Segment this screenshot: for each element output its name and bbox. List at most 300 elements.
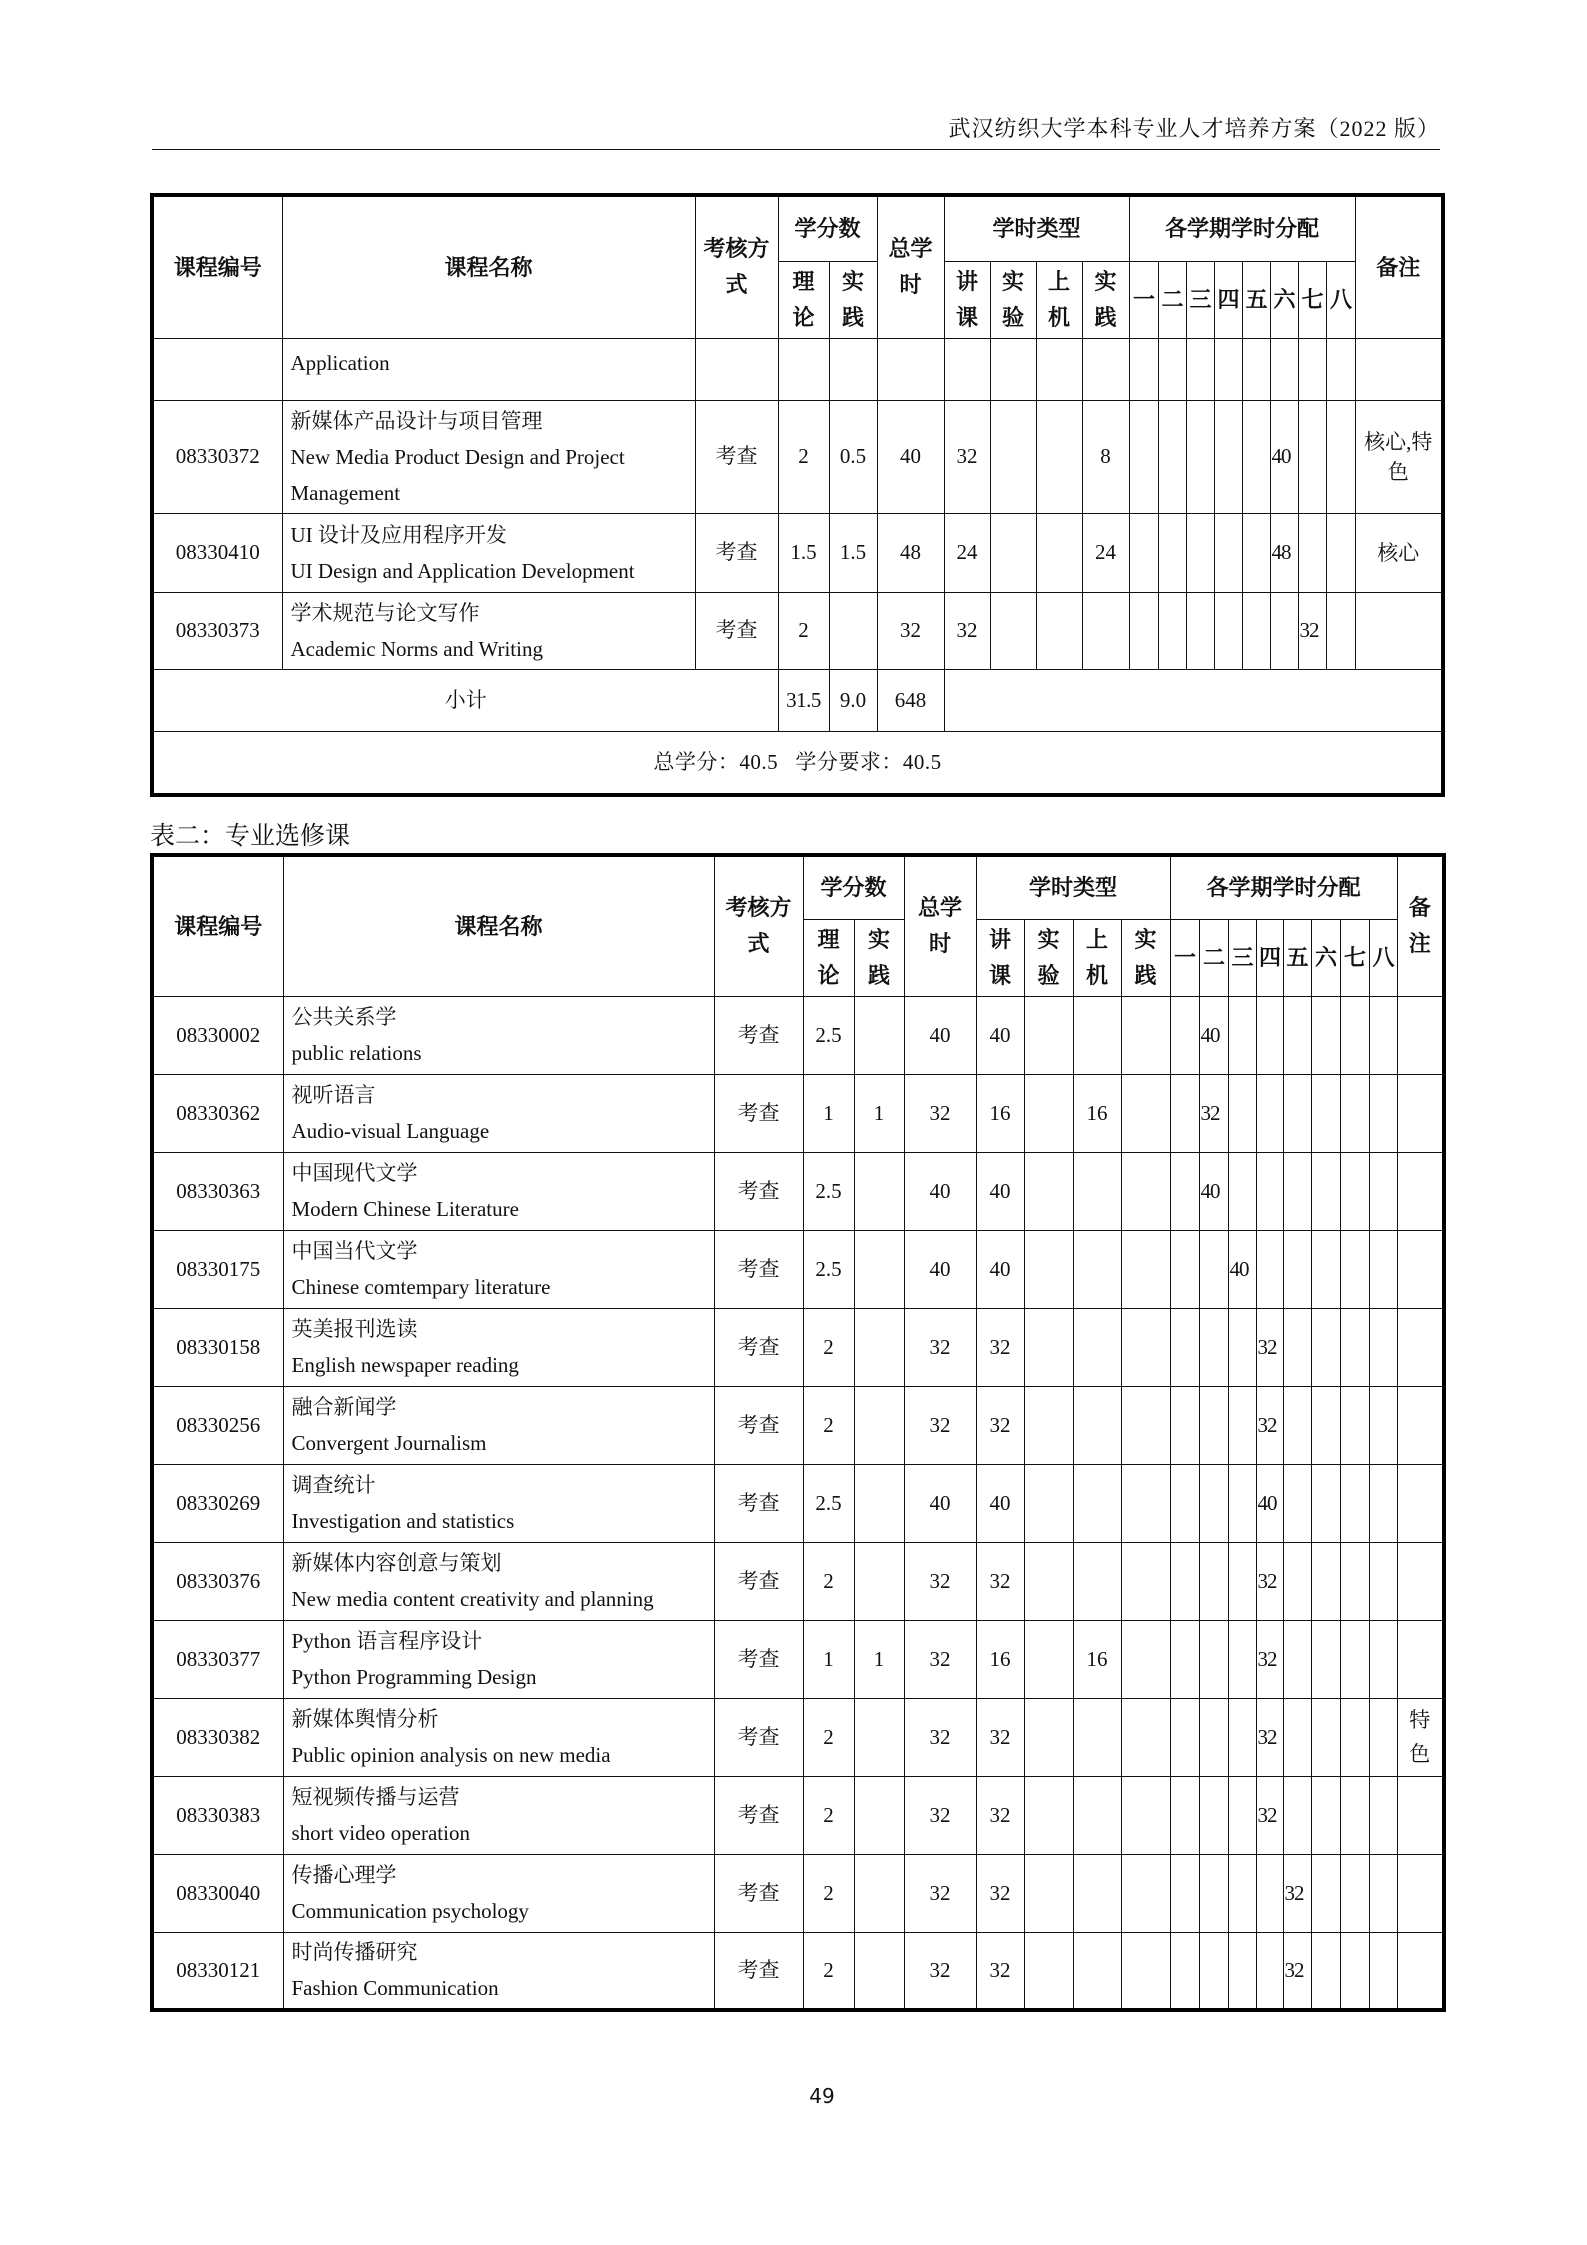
credits-theory: 2 [803, 1542, 854, 1620]
col-hour-types: 学时类型 [944, 195, 1129, 261]
total-hours: 40 [904, 1464, 976, 1542]
semester-hours [1256, 1230, 1283, 1308]
semester-hours [1170, 1776, 1199, 1854]
experiment-hours [990, 400, 1036, 513]
table-row [152, 1464, 1444, 1542]
semester-hours [1283, 1542, 1311, 1620]
lecture-hours: 32 [976, 1698, 1024, 1776]
experiment-hours [1024, 1074, 1073, 1152]
remark [1397, 1854, 1444, 1932]
semester-hours: 32 [1199, 1074, 1228, 1152]
course-name-en: New media content creativity and planning [291, 1587, 654, 1611]
remark [1397, 1932, 1444, 2010]
total-hours: 32 [904, 1854, 976, 1932]
practice-hours [1121, 1386, 1170, 1464]
semester-hours: 32 [1256, 1620, 1283, 1698]
semester-hours [1326, 592, 1355, 669]
computer-hours [1073, 1776, 1121, 1854]
course-name-en: public relations [291, 1041, 422, 1065]
assessment: 考查 [714, 1776, 803, 1854]
semester-hours [1228, 1074, 1256, 1152]
semester-hours [1340, 1932, 1369, 2010]
semester-hours [1228, 1620, 1256, 1698]
assessment: 考查 [695, 592, 778, 669]
practice-hours [1121, 1464, 1170, 1542]
experiment-hours [1024, 1152, 1073, 1230]
computer-hours [1073, 1464, 1121, 1542]
experiment-hours [990, 513, 1036, 592]
col-credits-theory: 理 论 [803, 919, 854, 996]
computer-hours [1073, 996, 1121, 1074]
credits-theory: 2 [803, 1386, 854, 1464]
credits-practice [829, 338, 877, 400]
semester-hours [1228, 1542, 1256, 1620]
semester-hours [1170, 1308, 1199, 1386]
semester-hours [1369, 1932, 1397, 2010]
course-code: 08330002 [152, 996, 283, 1074]
semester-hours [1186, 400, 1214, 513]
remark: 核心 [1355, 513, 1443, 592]
course-name [283, 1854, 714, 1932]
semester-hours [1228, 1152, 1256, 1230]
course-name-en: Python Programming Design [291, 1665, 537, 1689]
practice-hours [1121, 1074, 1170, 1152]
elective-courses-table [150, 853, 1446, 2012]
remark [1397, 1542, 1444, 1620]
computer-hours: 16 [1073, 1074, 1121, 1152]
experiment-hours [1024, 1464, 1073, 1542]
col-total-hours: 总学 时 [904, 855, 976, 996]
course-code: 08330363 [152, 1152, 283, 1230]
credits-theory: 1 [803, 1074, 854, 1152]
semester-hours [1158, 592, 1186, 669]
semester-hours [1311, 1152, 1340, 1230]
total-credits-row [152, 731, 1443, 795]
semester-hours [1199, 1464, 1228, 1542]
col-assessment: 考核方 式 [714, 855, 803, 996]
semester-hours [1158, 400, 1186, 513]
semester-hours: 32 [1256, 1698, 1283, 1776]
course-name-en: Modern Chinese Literature [291, 1197, 519, 1221]
col-semester-8: 八 [1326, 261, 1355, 338]
lecture-hours: 32 [976, 1932, 1024, 2010]
course-name [283, 1464, 714, 1542]
computer-hours [1073, 1854, 1121, 1932]
semester-hours [1170, 1620, 1199, 1698]
experiment-hours [1024, 996, 1073, 1074]
remark [1397, 1308, 1444, 1386]
assessment [695, 338, 778, 400]
experiment-hours [1024, 1932, 1073, 2010]
credits-practice [854, 996, 904, 1074]
subtotal-row [152, 669, 1443, 731]
subtotal-total-hours: 648 [877, 669, 944, 731]
semester-hours [1283, 1464, 1311, 1542]
practice-hours [1121, 1620, 1170, 1698]
credits-practice [829, 592, 877, 669]
experiment-hours [1024, 1230, 1073, 1308]
course-name [283, 1542, 714, 1620]
semester-hours [1242, 592, 1270, 669]
computer-hours [1073, 1542, 1121, 1620]
semester-hours [1340, 1776, 1369, 1854]
semester-hours [1311, 1698, 1340, 1776]
semester-hours [1340, 1230, 1369, 1308]
semester-hours [1369, 1074, 1397, 1152]
col-semester-5: 五 [1283, 919, 1311, 996]
credits-practice [854, 1230, 904, 1308]
table2-caption: 表二：专业选修课 [150, 823, 351, 850]
subtotal-practice: 9.0 [829, 669, 877, 731]
assessment: 考查 [714, 1854, 803, 1932]
lecture-hours: 40 [976, 1230, 1024, 1308]
practice-hours [1121, 1776, 1170, 1854]
semester-hours [1228, 1776, 1256, 1854]
assessment: 考查 [695, 513, 778, 592]
semester-hours [1170, 1854, 1199, 1932]
semester-hours [1170, 1386, 1199, 1464]
total-hours: 32 [904, 1542, 976, 1620]
col-semester-5: 五 [1242, 261, 1270, 338]
col-total-hours: 总学 时 [877, 195, 944, 338]
lecture-hours: 32 [976, 1542, 1024, 1620]
table-row [152, 1308, 1444, 1386]
assessment: 考查 [714, 1074, 803, 1152]
header-rule [152, 149, 1440, 150]
semester-hours [1170, 1152, 1199, 1230]
semester-hours [1186, 513, 1214, 592]
semester-hours [1369, 1464, 1397, 1542]
assessment: 考查 [714, 1152, 803, 1230]
semester-hours [1340, 1698, 1369, 1776]
total-hours [877, 338, 944, 400]
semester-hours [1228, 1854, 1256, 1932]
total-hours: 32 [904, 1308, 976, 1386]
semester-hours [1270, 592, 1298, 669]
assessment: 考查 [714, 1386, 803, 1464]
practice-hours [1082, 592, 1129, 669]
credits-practice [854, 1854, 904, 1932]
semester-hours [1340, 1386, 1369, 1464]
col-practice: 实 践 [1082, 261, 1129, 338]
computer-hours [1036, 592, 1082, 669]
computer-hours [1036, 338, 1082, 400]
semester-hours [1199, 1386, 1228, 1464]
course-code: 08330377 [152, 1620, 283, 1698]
practice-hours [1121, 1698, 1170, 1776]
course-name-cn: 视听语言 [291, 1083, 376, 1107]
col-hour-types: 学时类型 [976, 855, 1170, 919]
experiment-hours [1024, 1854, 1073, 1932]
semester-hours [1129, 592, 1158, 669]
semester-hours: 40 [1199, 1152, 1228, 1230]
total-credits-text: 总学分：40.5 学分要求：40.5 [152, 731, 1443, 795]
credits-theory: 1 [803, 1620, 854, 1698]
semester-hours [1170, 1698, 1199, 1776]
semester-hours [1340, 1074, 1369, 1152]
col-semester-7: 七 [1340, 919, 1369, 996]
experiment-hours [1024, 1776, 1073, 1854]
credits-theory: 2 [778, 400, 829, 513]
lecture-hours: 16 [976, 1074, 1024, 1152]
practice-hours [1121, 1542, 1170, 1620]
semester-hours [1311, 1620, 1340, 1698]
semester-hours: 40 [1199, 996, 1228, 1074]
semester-hours [1311, 1542, 1340, 1620]
semester-hours [1242, 400, 1270, 513]
col-semester-6: 六 [1311, 919, 1340, 996]
semester-hours [1340, 1308, 1369, 1386]
credits-theory: 2.5 [803, 1152, 854, 1230]
experiment-hours [1024, 1620, 1073, 1698]
course-name-cn: 短视频传播与运营 [291, 1785, 460, 1809]
semester-hours: 32 [1283, 1932, 1311, 2010]
course-name-en: Chinese comtempary literature [291, 1275, 551, 1299]
semester-hours: 40 [1270, 400, 1298, 513]
course-name-cn: 传播心理学 [291, 1863, 397, 1887]
lecture-hours: 40 [976, 996, 1024, 1074]
computer-hours [1073, 1386, 1121, 1464]
semester-hours: 32 [1298, 592, 1326, 669]
semester-hours [1256, 1074, 1283, 1152]
practice-hours [1121, 1152, 1170, 1230]
col-semester-8: 八 [1369, 919, 1397, 996]
remark [1397, 1230, 1444, 1308]
semester-hours: 32 [1256, 1542, 1283, 1620]
computer-hours [1073, 1932, 1121, 2010]
semester-hours [1199, 1776, 1228, 1854]
course-code: 08330376 [152, 1542, 283, 1620]
assessment: 考查 [714, 1932, 803, 2010]
course-code [152, 338, 282, 400]
table-row [152, 400, 1443, 513]
total-hours: 40 [904, 1152, 976, 1230]
course-code: 08330256 [152, 1386, 283, 1464]
semester-hours [1199, 1542, 1228, 1620]
semester-hours [1369, 996, 1397, 1074]
total-hours: 32 [904, 1074, 976, 1152]
semester-hours [1199, 1932, 1228, 2010]
credits-theory: 1.5 [778, 513, 829, 592]
course-name [283, 1230, 714, 1308]
computer-hours: 16 [1073, 1620, 1121, 1698]
credits-theory: 2 [803, 1854, 854, 1932]
col-experiment: 实 验 [1024, 919, 1073, 996]
col-semester-4: 四 [1214, 261, 1242, 338]
remark [1397, 1776, 1444, 1854]
course-name-cn: 新媒体舆情分析 [291, 1707, 439, 1731]
course-name-en: English newspaper reading [291, 1353, 519, 1377]
semester-hours [1199, 1698, 1228, 1776]
semester-hours [1214, 400, 1242, 513]
total-hours: 40 [904, 996, 976, 1074]
semester-hours [1298, 513, 1326, 592]
semester-hours [1283, 1152, 1311, 1230]
table-row [152, 338, 1443, 400]
semester-hours [1298, 400, 1326, 513]
assessment: 考查 [714, 1230, 803, 1308]
semester-hours [1369, 1620, 1397, 1698]
credits-practice [854, 1308, 904, 1386]
col-semester-7: 七 [1298, 261, 1326, 338]
course-code: 08330372 [152, 400, 282, 513]
col-lecture: 讲 课 [976, 919, 1024, 996]
course-name [283, 1386, 714, 1464]
credits-practice [854, 1386, 904, 1464]
col-semester-distribution: 各学期学时分配 [1129, 195, 1355, 261]
semester-hours [1228, 1932, 1256, 2010]
semester-hours [1214, 592, 1242, 669]
col-remarks: 备 注 [1397, 855, 1444, 996]
semester-hours [1228, 1308, 1256, 1386]
credits-theory [778, 338, 829, 400]
course-name-en: Fashion Communication [291, 1976, 499, 2001]
total-hours: 32 [904, 1620, 976, 1698]
total-hours: 40 [877, 400, 944, 513]
col-assessment: 考核方 式 [695, 195, 778, 338]
semester-hours [1311, 1932, 1340, 2010]
semester-hours [1340, 1620, 1369, 1698]
semester-hours [1340, 1542, 1369, 1620]
credits-theory: 2 [803, 1698, 854, 1776]
total-hours: 48 [877, 513, 944, 592]
required-courses-table [150, 193, 1445, 797]
page-number: 49 [809, 2084, 835, 2108]
experiment-hours [1024, 1698, 1073, 1776]
semester-hours [1228, 1698, 1256, 1776]
course-name [283, 996, 714, 1074]
course-name-en: Public opinion analysis on new media [291, 1743, 611, 1767]
table-row [152, 1542, 1444, 1620]
col-semester-2: 二 [1199, 919, 1228, 996]
remark [1397, 1074, 1444, 1152]
assessment: 考查 [695, 400, 778, 513]
credits-theory: 2.5 [803, 1230, 854, 1308]
credits-practice [854, 1542, 904, 1620]
course-name-cn: 公共关系学 [291, 1005, 397, 1029]
semester-hours [1170, 1464, 1199, 1542]
total-hours: 32 [904, 1776, 976, 1854]
course-code: 08330362 [152, 1074, 283, 1152]
table2-header [152, 855, 1444, 996]
table-row [152, 1074, 1444, 1152]
course-name-cn: 融合新闻学 [291, 1395, 397, 1419]
semester-hours [1369, 1854, 1397, 1932]
semester-hours [1340, 1464, 1369, 1542]
semester-hours [1199, 1230, 1228, 1308]
credits-theory: 2 [803, 1308, 854, 1386]
total-hours: 32 [904, 1932, 976, 2010]
semester-hours [1283, 1386, 1311, 1464]
col-course-code: 课程编号 [152, 855, 283, 996]
remark [1355, 338, 1443, 400]
credits-theory: 2 [778, 592, 829, 669]
lecture-hours: 32 [944, 592, 990, 669]
practice-hours [1121, 1854, 1170, 1932]
assessment: 考查 [714, 1698, 803, 1776]
computer-hours [1036, 400, 1082, 513]
subtotal-label: 小计 [152, 669, 778, 731]
semester-hours: 32 [1256, 1386, 1283, 1464]
semester-hours [1311, 1464, 1340, 1542]
semester-hours [1369, 1230, 1397, 1308]
course-name [283, 1152, 714, 1230]
computer-hours [1073, 1230, 1121, 1308]
remark: 特色 [1397, 1698, 1444, 1776]
semester-hours [1283, 1308, 1311, 1386]
table-row [152, 996, 1444, 1074]
semester-hours [1311, 996, 1340, 1074]
practice-hours: 24 [1082, 513, 1129, 592]
semester-hours: 40 [1228, 1230, 1256, 1308]
col-remarks: 备注 [1355, 195, 1443, 338]
assessment: 考查 [714, 1620, 803, 1698]
course-name [283, 1074, 714, 1152]
credits-practice [854, 1152, 904, 1230]
col-computer: 上 机 [1073, 919, 1121, 996]
col-credits-theory: 理 论 [778, 261, 829, 338]
credits-practice: 0.5 [829, 400, 877, 513]
remark [1397, 1620, 1444, 1698]
course-code: 08330269 [152, 1464, 283, 1542]
course-name [283, 1932, 714, 2010]
semester-hours [1283, 1230, 1311, 1308]
semester-hours [1369, 1776, 1397, 1854]
lecture-hours: 40 [976, 1464, 1024, 1542]
experiment-hours [990, 592, 1036, 669]
semester-hours [1228, 1464, 1256, 1542]
credits-practice [854, 1464, 904, 1542]
col-experiment: 实 验 [990, 261, 1036, 338]
course-name: UI 设计及应用程序开发 UI Design and Application Development [282, 513, 695, 592]
semester-hours [1256, 1854, 1283, 1932]
semester-hours: 32 [1256, 1308, 1283, 1386]
course-code: 08330158 [152, 1308, 283, 1386]
semester-hours [1369, 1542, 1397, 1620]
total-hours: 32 [877, 592, 944, 669]
course-code: 08330373 [152, 592, 282, 669]
course-name: 学术规范与论文写作 Academic Norms and Writing [282, 592, 695, 669]
semester-hours [1283, 1776, 1311, 1854]
credits-theory: 2.5 [803, 996, 854, 1074]
credits-theory: 2.5 [803, 1464, 854, 1542]
semester-hours [1311, 1074, 1340, 1152]
semester-hours [1170, 1230, 1199, 1308]
semester-hours: 32 [1283, 1854, 1311, 1932]
computer-hours [1073, 1698, 1121, 1776]
col-semester-1: 一 [1129, 261, 1158, 338]
col-computer: 上 机 [1036, 261, 1082, 338]
credits-theory: 2 [803, 1776, 854, 1854]
assessment: 考查 [714, 1464, 803, 1542]
semester-hours [1242, 513, 1270, 592]
course-code: 08330410 [152, 513, 282, 592]
col-credits: 学分数 [778, 195, 877, 261]
semester-hours [1311, 1854, 1340, 1932]
table-row [152, 1698, 1444, 1776]
course-code: 08330383 [152, 1776, 283, 1854]
assessment: 考查 [714, 1542, 803, 1620]
semester-hours [1199, 1620, 1228, 1698]
table-row [152, 1932, 1444, 2010]
total-hours: 40 [904, 1230, 976, 1308]
credits-practice [854, 1932, 904, 2010]
semester-hours [1369, 1698, 1397, 1776]
remark [1397, 996, 1444, 1074]
course-name-cn: 时尚传播研究 [291, 1940, 418, 1965]
semester-hours [1340, 1854, 1369, 1932]
course-name [283, 1698, 714, 1776]
